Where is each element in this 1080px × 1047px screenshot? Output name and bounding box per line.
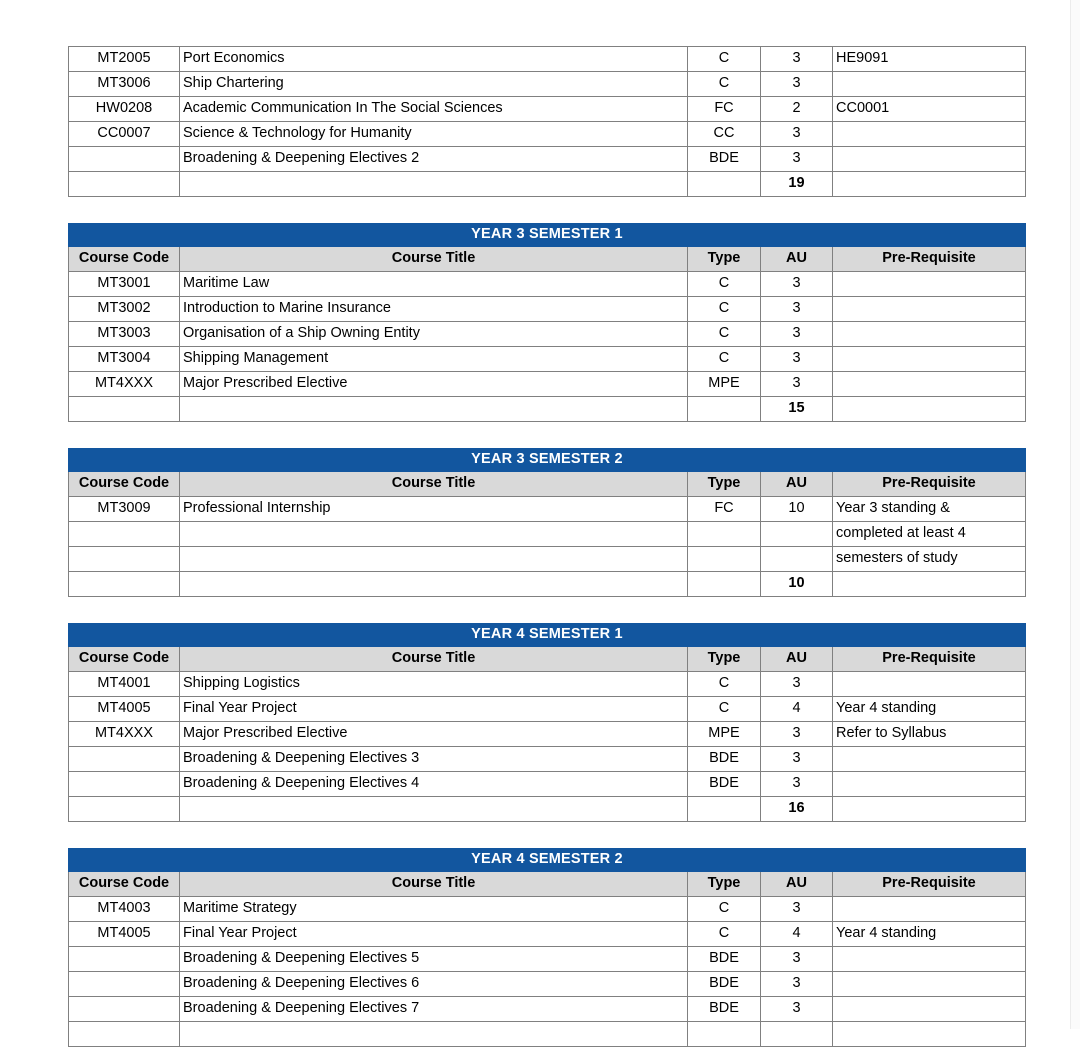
cell-course-code: MT2005: [69, 47, 180, 72]
cell-course-title: Broadening & Deepening Electives 3: [180, 747, 688, 772]
cell-au: 16: [761, 797, 833, 822]
column-header-row: [69, 872, 1026, 897]
cell-pre-requisite: [833, 372, 1026, 397]
total-row: [69, 397, 1026, 422]
cell-type: C: [688, 697, 761, 722]
cell-pre-requisite: HE9091: [833, 47, 1026, 72]
column-header-course-code: Course Code: [69, 872, 180, 897]
cell-course-title: Organisation of a Ship Owning Entity: [180, 322, 688, 347]
cell-course-code: [69, 997, 180, 1022]
table-row: [69, 697, 1026, 722]
cell-pre-requisite: Year 4 standing: [833, 697, 1026, 722]
cell-course-title: Introduction to Marine Insurance: [180, 297, 688, 322]
column-header-type: Type: [688, 872, 761, 897]
cell-course-code: [69, 797, 180, 822]
cell-type: C: [688, 47, 761, 72]
cell-pre-requisite: [833, 997, 1026, 1022]
table-row: [69, 972, 1026, 997]
cell-type: BDE: [688, 772, 761, 797]
curriculum-tables-container: [68, 46, 1025, 1047]
cell-au: 10: [761, 497, 833, 522]
cell-au: 3: [761, 272, 833, 297]
cell-type: BDE: [688, 972, 761, 997]
cell-course-code: CC0007: [69, 122, 180, 147]
table-row: [69, 1022, 1026, 1047]
cell-au: 3: [761, 297, 833, 322]
cell-au: 3: [761, 772, 833, 797]
cell-course-code: MT3002: [69, 297, 180, 322]
cell-course-title: Final Year Project: [180, 697, 688, 722]
cell-course-code: HW0208: [69, 97, 180, 122]
cell-au: 3: [761, 997, 833, 1022]
column-header-course-title: Course Title: [180, 647, 688, 672]
cell-course-code: MT4005: [69, 697, 180, 722]
cell-pre-requisite: [833, 297, 1026, 322]
total-row: [69, 797, 1026, 822]
table-row: [69, 722, 1026, 747]
cell-pre-requisite: [833, 147, 1026, 172]
column-header-type: Type: [688, 247, 761, 272]
cell-course-code: [69, 747, 180, 772]
cell-type: C: [688, 272, 761, 297]
semester-title: YEAR 3 SEMESTER 2: [69, 449, 1026, 472]
cell-course-title: [180, 397, 688, 422]
cell-course-title: Port Economics: [180, 47, 688, 72]
cell-course-code: [69, 972, 180, 997]
cell-type: BDE: [688, 997, 761, 1022]
cell-pre-requisite: Refer to Syllabus: [833, 722, 1026, 747]
cell-course-code: [69, 397, 180, 422]
column-header-course-code: Course Code: [69, 647, 180, 672]
table-row: [69, 297, 1026, 322]
cell-course-code: MT4XXX: [69, 722, 180, 747]
column-header-course-title: Course Title: [180, 247, 688, 272]
cell-course-title: Broadening & Deepening Electives 6: [180, 972, 688, 997]
semester-title-row: [69, 224, 1026, 247]
table-row: [69, 272, 1026, 297]
cell-au: [761, 522, 833, 547]
cell-course-code: [69, 172, 180, 197]
cell-course-title: Science & Technology for Humanity: [180, 122, 688, 147]
page-outside-area: [1071, 0, 1080, 1029]
table-spacer: [68, 422, 1025, 448]
table-spacer: [68, 822, 1025, 848]
cell-au: 3: [761, 322, 833, 347]
column-header-course-code: Course Code: [69, 472, 180, 497]
column-header-au: AU: [761, 647, 833, 672]
total-row: [69, 172, 1026, 197]
column-header-au: AU: [761, 247, 833, 272]
cell-course-code: MT4XXX: [69, 372, 180, 397]
cell-course-title: [180, 797, 688, 822]
cell-au: 3: [761, 347, 833, 372]
semester-title: YEAR 3 SEMESTER 1: [69, 224, 1026, 247]
cell-course-title: [180, 172, 688, 197]
cell-type: MPE: [688, 372, 761, 397]
cell-type: C: [688, 72, 761, 97]
cell-course-title: Shipping Management: [180, 347, 688, 372]
semester-title-row: [69, 449, 1026, 472]
cell-course-code: MT3003: [69, 322, 180, 347]
cell-au: 3: [761, 72, 833, 97]
semester-table: [68, 848, 1026, 1047]
cell-course-code: [69, 1022, 180, 1047]
cell-course-title: Broadening & Deepening Electives 5: [180, 947, 688, 972]
cell-pre-requisite: [833, 272, 1026, 297]
cell-course-title: Professional Internship: [180, 497, 688, 522]
cell-course-code: [69, 147, 180, 172]
cell-au: 19: [761, 172, 833, 197]
table-row: [69, 322, 1026, 347]
cell-type: [688, 1022, 761, 1047]
table-row: [69, 997, 1026, 1022]
cell-pre-requisite: [833, 72, 1026, 97]
cell-pre-requisite: [833, 397, 1026, 422]
column-header-row: [69, 472, 1026, 497]
cell-type: BDE: [688, 147, 761, 172]
semester-title: YEAR 4 SEMESTER 1: [69, 624, 1026, 647]
cell-course-title: Major Prescribed Elective: [180, 722, 688, 747]
semester-table: [68, 448, 1026, 597]
cell-type: C: [688, 347, 761, 372]
column-header-pre-requisite: Pre-Requisite: [833, 872, 1026, 897]
semester-table: [68, 623, 1026, 822]
cell-course-title: Ship Chartering: [180, 72, 688, 97]
cell-course-code: MT3006: [69, 72, 180, 97]
cell-pre-requisite: [833, 947, 1026, 972]
cell-course-title: Broadening & Deepening Electives 2: [180, 147, 688, 172]
cell-au: 3: [761, 147, 833, 172]
semester-title: YEAR 4 SEMESTER 2: [69, 849, 1026, 872]
cell-type: C: [688, 922, 761, 947]
column-header-pre-requisite: Pre-Requisite: [833, 247, 1026, 272]
semester-table: [68, 46, 1026, 197]
cell-pre-requisite: [833, 322, 1026, 347]
cell-au: 3: [761, 672, 833, 697]
cell-pre-requisite: [833, 122, 1026, 147]
cell-pre-requisite: [833, 972, 1026, 997]
cell-course-title: Major Prescribed Elective: [180, 372, 688, 397]
cell-pre-requisite: completed at least 4: [833, 522, 1026, 547]
cell-type: [688, 172, 761, 197]
table-spacer: [68, 597, 1025, 623]
table-row: [69, 147, 1026, 172]
cell-pre-requisite: [833, 172, 1026, 197]
table-row: [69, 97, 1026, 122]
cell-course-code: MT3001: [69, 272, 180, 297]
table-row: [69, 347, 1026, 372]
cell-course-title: Broadening & Deepening Electives 4: [180, 772, 688, 797]
cell-pre-requisite: [833, 747, 1026, 772]
cell-pre-requisite: Year 3 standing &: [833, 497, 1026, 522]
column-header-au: AU: [761, 472, 833, 497]
cell-type: [688, 797, 761, 822]
cell-course-code: MT3009: [69, 497, 180, 522]
cell-au: 2: [761, 97, 833, 122]
column-header-type: Type: [688, 472, 761, 497]
semester-title-row: [69, 849, 1026, 872]
table-row: [69, 497, 1026, 522]
cell-course-title: [180, 547, 688, 572]
cell-type: C: [688, 322, 761, 347]
table-spacer: [68, 197, 1025, 223]
semester-table: [68, 223, 1026, 422]
table-row: [69, 47, 1026, 72]
cell-course-title: Maritime Strategy: [180, 897, 688, 922]
cell-au: 4: [761, 697, 833, 722]
cell-au: 10: [761, 572, 833, 597]
cell-pre-requisite: [833, 1022, 1026, 1047]
table-row: [69, 122, 1026, 147]
table-row: [69, 747, 1026, 772]
table-row: [69, 372, 1026, 397]
cell-course-code: MT4005: [69, 922, 180, 947]
cell-course-title: Final Year Project: [180, 922, 688, 947]
total-row: [69, 572, 1026, 597]
table-row: [69, 72, 1026, 97]
cell-type: FC: [688, 497, 761, 522]
cell-type: MPE: [688, 722, 761, 747]
table-row: [69, 947, 1026, 972]
cell-course-title: Shipping Logistics: [180, 672, 688, 697]
table-row: [69, 897, 1026, 922]
cell-au: 3: [761, 47, 833, 72]
cell-type: BDE: [688, 747, 761, 772]
cell-type: CC: [688, 122, 761, 147]
cell-course-title: Broadening & Deepening Electives 7: [180, 997, 688, 1022]
cell-au: 15: [761, 397, 833, 422]
cell-pre-requisite: [833, 897, 1026, 922]
cell-course-code: [69, 772, 180, 797]
column-header-au: AU: [761, 872, 833, 897]
cell-course-title: Academic Communication In The Social Sciences: [180, 97, 688, 122]
cell-au: [761, 1022, 833, 1047]
cell-course-title: [180, 522, 688, 547]
cell-course-code: MT4001: [69, 672, 180, 697]
cell-pre-requisite: [833, 572, 1026, 597]
cell-pre-requisite: CC0001: [833, 97, 1026, 122]
cell-course-code: [69, 522, 180, 547]
cell-type: [688, 547, 761, 572]
cell-pre-requisite: [833, 347, 1026, 372]
column-header-row: [69, 647, 1026, 672]
cell-au: 3: [761, 122, 833, 147]
cell-type: [688, 397, 761, 422]
cell-au: [761, 547, 833, 572]
cell-type: [688, 522, 761, 547]
column-header-course-title: Course Title: [180, 472, 688, 497]
column-header-pre-requisite: Pre-Requisite: [833, 647, 1026, 672]
cell-type: FC: [688, 97, 761, 122]
cell-pre-requisite: [833, 797, 1026, 822]
cell-au: 3: [761, 372, 833, 397]
cell-course-title: [180, 572, 688, 597]
cell-au: 4: [761, 922, 833, 947]
table-row: [69, 772, 1026, 797]
column-header-pre-requisite: Pre-Requisite: [833, 472, 1026, 497]
cell-type: BDE: [688, 947, 761, 972]
column-header-type: Type: [688, 647, 761, 672]
cell-pre-requisite: Year 4 standing: [833, 922, 1026, 947]
column-header-row: [69, 247, 1026, 272]
cell-pre-requisite: [833, 672, 1026, 697]
cell-course-code: [69, 947, 180, 972]
cell-pre-requisite: [833, 772, 1026, 797]
cell-au: 3: [761, 972, 833, 997]
column-header-course-code: Course Code: [69, 247, 180, 272]
cell-type: [688, 572, 761, 597]
cell-course-title: [180, 1022, 688, 1047]
table-row: [69, 522, 1026, 547]
cell-type: C: [688, 672, 761, 697]
cell-au: 3: [761, 897, 833, 922]
table-row: [69, 922, 1026, 947]
table-row: [69, 547, 1026, 572]
cell-type: C: [688, 897, 761, 922]
cell-type: C: [688, 297, 761, 322]
table-row: [69, 672, 1026, 697]
cell-pre-requisite: semesters of study: [833, 547, 1026, 572]
cell-au: 3: [761, 947, 833, 972]
cell-course-code: MT4003: [69, 897, 180, 922]
cell-au: 3: [761, 747, 833, 772]
cell-course-code: MT3004: [69, 347, 180, 372]
cell-course-code: [69, 572, 180, 597]
semester-title-row: [69, 624, 1026, 647]
column-header-course-title: Course Title: [180, 872, 688, 897]
cell-course-code: [69, 547, 180, 572]
cell-course-title: Maritime Law: [180, 272, 688, 297]
cell-au: 3: [761, 722, 833, 747]
